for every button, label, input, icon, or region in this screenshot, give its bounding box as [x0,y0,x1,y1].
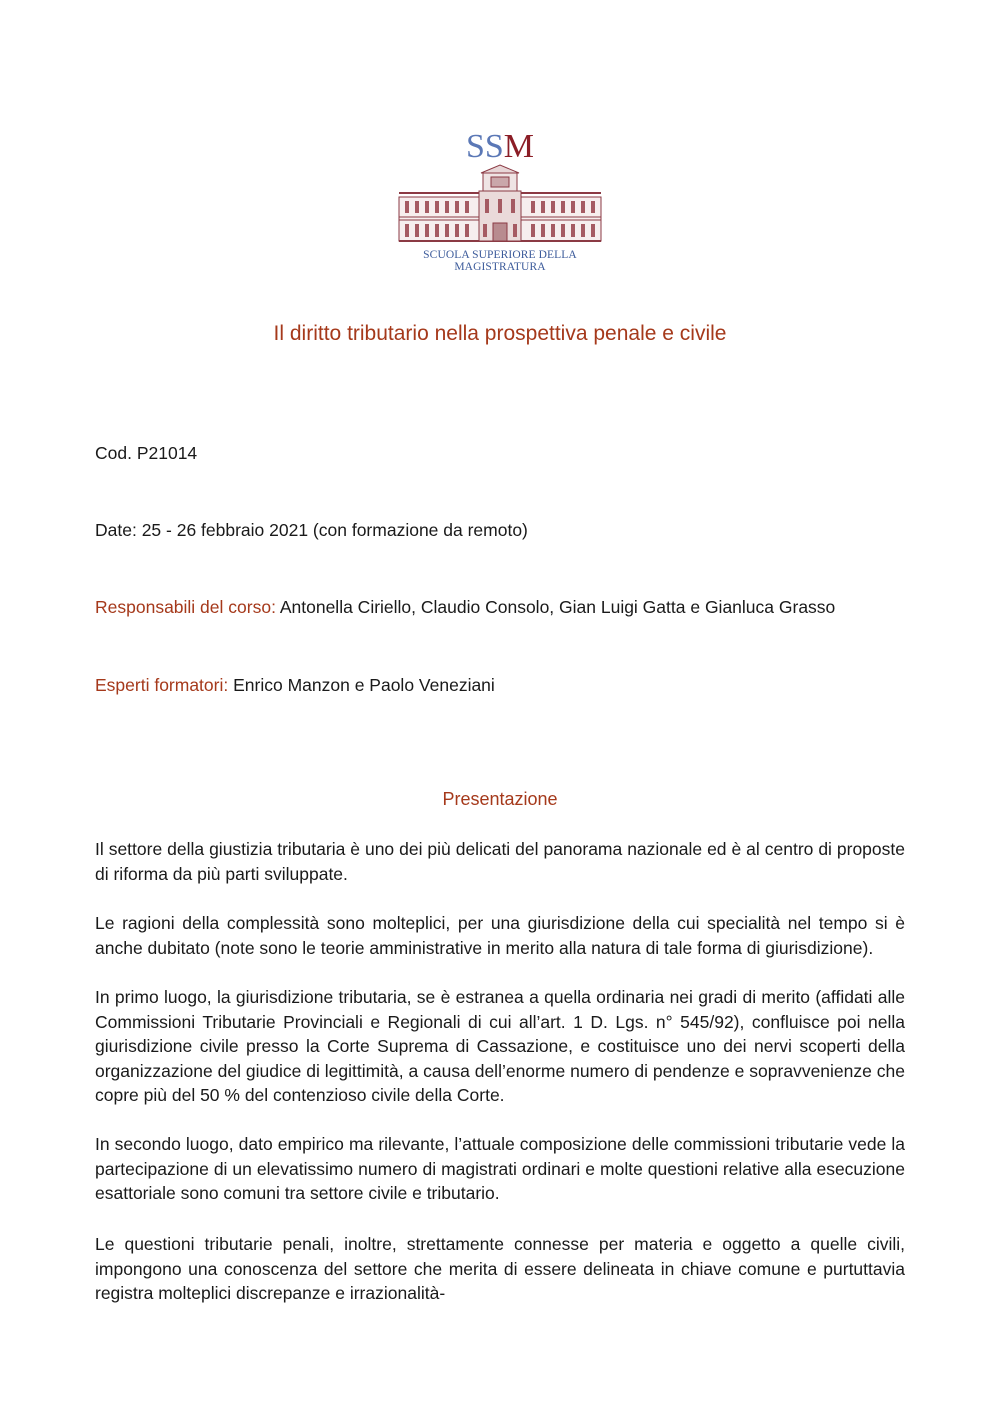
course-code: Cod. P21014 [95,443,198,463]
logo-letters-ss: SS [465,128,504,165]
ssm-logo [395,125,605,273]
presentation-heading: Presentazione [442,789,558,809]
presentation-paragraph: Le ragioni della complessità sono molteplici, per una giurisdizione della cui specialità nel tempo si è anche dubitato (note sono le teorie amministrative in merito alla natura di tale forma di giurisdizione). [95,913,905,958]
expert-trainers [95,675,495,696]
course-dates: Date: 25 - 26 febbraio 2021 (con formazione da remoto) [95,520,528,540]
presentation-paragraph: Le questioni tributarie penali, inoltre, strettamente connesse per materia e oggetto a quelle civili, impongono una conoscenza del settore che merita di essere delineata in chiave comune e purtuttavia registra molteplici discrepanze e irrazionalità- [95,1234,905,1303]
presentation-paragraph: In primo luogo, la giurisdizione tributaria, se è estranea a quella ordinaria nei gradi di merito (affidati alle Commissioni Tributarie Provinciali e Regionali di cui all’art. 1 D. Lgs. n° 545/92), confluisce poi nella giurisdizione civile presso la Corte Suprema di Cassazione, e costituisce uno dei nervi scoperti della organizzazione del giudice di legittimità, a causa dell’enorme numero di pendenze e sopravvenienze che copre più del 50 % del contenzioso civile della Corte. [95,987,905,1105]
expert-trainers-label: Esperti formatori: [95,675,229,695]
presentation-paragraph: In secondo luogo, dato empirico ma rilevante, l’attuale composizione delle commissioni tributarie vede la partecipazione di un elevatissimo numero di magistrati ordinari e molte questioni relative alla esecuzione esattoriale sono comuni tra settore civile e tributario. [95,1134,905,1203]
expert-trainers-value: Enrico Manzon e Paolo Veneziani [233,675,495,695]
course-managers-value: Antonella Ciriello, Claudio Consolo, Gian Luigi Gatta e Gianluca Grasso [279,597,836,617]
logo-letters-m: M [503,128,535,165]
logo-caption: SCUOLA SUPERIORE DELLA MAGISTRATURA [423,249,577,273]
logo-letters [395,127,605,167]
course-managers-label: Responsabili del corso: [95,597,276,617]
document-title: Il diritto tributario nella prospettiva penale e civile [273,322,727,345]
presentation-paragraph: Il settore della giustizia tributaria è uno dei più delicati del panorama nazionale ed è al centro di proposte di riforma da più parti sviluppate. [95,839,905,884]
course-managers [95,597,835,618]
